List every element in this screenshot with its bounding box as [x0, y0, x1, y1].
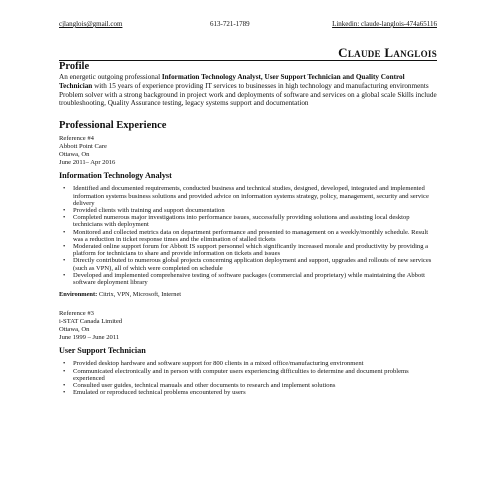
job-company: Abbott Point Care — [59, 142, 107, 150]
phone-number: 613-721-1789 — [210, 20, 250, 28]
job-duties-list — [59, 185, 437, 286]
job-reference-block — [59, 135, 437, 166]
job-reference: Reference #4 — [59, 135, 94, 143]
contact-bar — [59, 18, 437, 30]
job-dates: June 1999 – June 2011 — [59, 333, 120, 341]
duty-item: • Emulated or reproduced technical problems encountered by users — [73, 389, 437, 396]
profile-roles: Information Technology Analyst, User Support Technician and Quality Control Technician — [59, 73, 405, 90]
profile-heading: Profile — [59, 61, 90, 72]
job-duties-list — [59, 360, 437, 396]
candidate-name: Claude Langlois — [338, 45, 437, 60]
profile-intro: An energetic outgoing professional — [59, 73, 162, 81]
job-title: Information Technology Analyst — [59, 171, 172, 181]
job-title: User Support Technician — [59, 346, 146, 356]
environment-label: Environment: — [59, 291, 98, 299]
job-company: i-STAT Canada Limited — [59, 318, 123, 326]
job-reference-block — [59, 310, 437, 341]
job-location: Ottawa, On — [59, 150, 90, 158]
duty-item: • Provided desktop hardware and software support for 800 clients in a mixed office/manufacturing environment — [73, 360, 437, 367]
duty-item: • Provided clients with training and support documentation — [73, 207, 437, 214]
profile-details: with 15 years of experience providing IT services to businesses in high technology and manufacturing environments Problem solver with a strong background in project work and deployments of software and services on a global scale Skills include troubleshooting, Quality Assurance testing, legacy systems support and documentation — [59, 81, 437, 108]
duty-item: • Consulted user guides, technical manuals and other documents to research and implement solutions — [73, 382, 437, 389]
duty-item: • Moderated online support forum for Abbott IS support personnel which significantly increased morale and productivity by providing a platform for technicians to share and provide information on tickets and issues — [73, 243, 437, 257]
environment-value: Citrix, VPN, Microsoft, Internet — [97, 291, 182, 299]
email-link[interactable]: cjlanglois@gmail.com — [59, 20, 123, 28]
duty-item: • Monitored and collected metrics data on department performance and presented to management on a weekly/monthly schedule. Result was a reduction in ticket response times and the elimination of stalled tickets — [73, 229, 437, 243]
duty-item: • Directly contributed to numerous global projects concerning application deployment and support, upgrades and rollouts of new services (such as VPN), all of which were completed on schedule — [73, 257, 437, 271]
duty-item: • Completed numerous major investigations into performance issues, successfully providing solutions and assisting local desktop technicians with deployment — [73, 214, 437, 228]
job-environment — [59, 291, 437, 299]
profile-summary — [59, 73, 437, 108]
job-dates: June 2011– Apr 2016 — [59, 158, 116, 166]
experience-heading: Professional Experience — [59, 120, 167, 132]
linkedin-link[interactable]: Linkedin: claude-langlois-474a65116 — [332, 20, 437, 28]
job-location: Ottawa, On — [59, 325, 90, 333]
resume-body — [59, 60, 437, 396]
duty-item: • Identified and documented requirements, conducted business and technical studies, designed, developed, integrated and implemented information systems business solutions and provided advice on information systems strategy, policy, management, security and service delivery — [73, 185, 437, 207]
job-reference: Reference #3 — [59, 310, 94, 318]
duty-item: • Communicated electronically and in person with computer users experiencing difficulties to determine and document problems experienced — [73, 368, 437, 382]
duty-item: • Developed and implemented comprehensive testing of software packages (commercial and proprietary) while maintaining the Abbott software deployment library — [73, 272, 437, 286]
